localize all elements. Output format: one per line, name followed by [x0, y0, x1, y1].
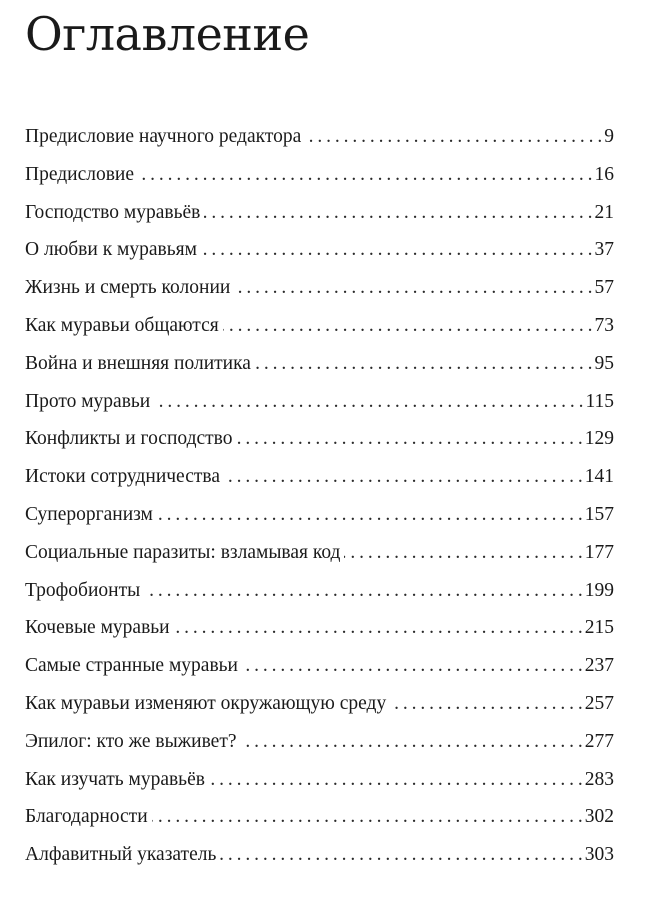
toc-entry-title: Прото муравьи [25, 390, 151, 412]
toc-entry-page-number: 177 [584, 541, 614, 563]
toc-entry[interactable] [25, 383, 614, 421]
toc-entry-title: Конфликты и господство [25, 428, 233, 450]
toc-entry-title: Алфавитный указатель [25, 844, 217, 866]
toc-entry[interactable] [25, 534, 614, 572]
toc-entry-title: Предисловие научного редактора [25, 126, 302, 147]
toc-entry[interactable] [25, 723, 614, 761]
toc-dot-leader [224, 458, 583, 496]
toc-dot-leader [209, 761, 583, 799]
toc-dot-leader [144, 572, 583, 610]
toc-list [25, 118, 614, 874]
toc-entry-page-number: 277 [584, 730, 614, 752]
toc-dot-leader [154, 383, 583, 421]
toc-entry-title: О любви к муравьям [25, 239, 197, 261]
toc-entry[interactable] [25, 307, 614, 345]
toc-dot-leader [157, 496, 583, 534]
toc-entry-page-number: 303 [584, 844, 614, 866]
toc-entry[interactable] [25, 118, 614, 156]
toc-entry[interactable] [25, 496, 614, 534]
toc-entry-page-number: 215 [584, 617, 614, 639]
toc-page [25, 0, 614, 902]
toc-entry-page-number: 73 [594, 314, 614, 336]
toc-entry[interactable] [25, 761, 614, 799]
toc-dot-leader [234, 269, 592, 307]
toc-entry[interactable] [25, 345, 614, 383]
toc-entry-title: Господство муравьёв [25, 201, 201, 223]
page-title: Оглавление [25, 7, 310, 61]
toc-dot-leader [174, 609, 583, 647]
toc-dot-leader [223, 307, 593, 345]
toc-entry-page-number: 199 [584, 579, 614, 601]
toc-entry-page-number: 115 [585, 390, 614, 412]
toc-entry-title: Война и внешняя политика [25, 352, 251, 374]
toc-entry-page-number: 129 [584, 428, 614, 450]
toc-entry-title: Суперорганизм [25, 503, 153, 525]
toc-entry-page-number: 16 [594, 163, 614, 185]
toc-dot-leader [390, 685, 583, 723]
toc-entry[interactable] [25, 420, 614, 458]
toc-entry-page-number: 283 [584, 768, 614, 790]
toc-dot-leader [255, 345, 593, 383]
toc-entry-title: Жизнь и смерть колонии [25, 277, 231, 299]
toc-entry-title: Как муравьи общаются [25, 314, 219, 336]
toc-entry-title: Эпилог: кто же выживет? [25, 730, 237, 752]
toc-entry[interactable] [25, 572, 614, 610]
toc-entry[interactable] [25, 458, 614, 496]
toc-dot-leader [241, 723, 583, 761]
toc-dot-leader [138, 156, 592, 194]
toc-entry-title: Кочевые муравьи [25, 617, 170, 639]
toc-entry-title: Трофобионты [25, 579, 141, 601]
toc-dot-leader [305, 118, 602, 156]
toc-entry[interactable] [25, 798, 614, 836]
toc-dot-leader [201, 231, 593, 269]
toc-entry-title: Благодарности [25, 806, 148, 828]
toc-entry[interactable] [25, 194, 614, 232]
toc-entry-page-number: 57 [594, 277, 614, 299]
toc-entry[interactable] [25, 836, 614, 874]
toc-entry-page-number: 21 [594, 201, 614, 223]
toc-entry-page-number: 157 [584, 503, 614, 525]
toc-dot-leader [237, 420, 583, 458]
toc-entry[interactable] [25, 647, 614, 685]
toc-entry-title: Предисловие [25, 163, 135, 185]
toc-entry-title: Социальные паразиты: взламывая код [25, 541, 341, 563]
toc-entry-page-number: 37 [594, 239, 614, 261]
toc-entry-title: Как изучать муравьёв [25, 768, 205, 790]
toc-entry[interactable] [25, 231, 614, 269]
toc-entry[interactable] [25, 156, 614, 194]
toc-dot-leader [152, 798, 583, 836]
toc-entry-page-number: 141 [584, 466, 614, 488]
toc-entry[interactable] [25, 609, 614, 647]
toc-entry-page-number: 257 [584, 692, 614, 714]
toc-entry-page-number: 237 [584, 655, 614, 677]
toc-entry-title: Как муравьи изменяют окружающую среду [25, 692, 387, 714]
toc-entry-page-number: 95 [594, 352, 614, 374]
toc-dot-leader [204, 194, 592, 232]
toc-dot-leader [220, 836, 582, 874]
toc-dot-leader [344, 534, 582, 572]
toc-dot-leader [242, 647, 583, 685]
toc-entry-title: Самые странные муравьи [25, 655, 238, 677]
toc-entry[interactable] [25, 269, 614, 307]
toc-entry[interactable] [25, 685, 614, 723]
toc-entry-page-number: 302 [584, 806, 614, 828]
toc-entry-title: Истоки сотрудничества [25, 466, 220, 488]
toc-entry-page-number: 9 [604, 126, 614, 147]
